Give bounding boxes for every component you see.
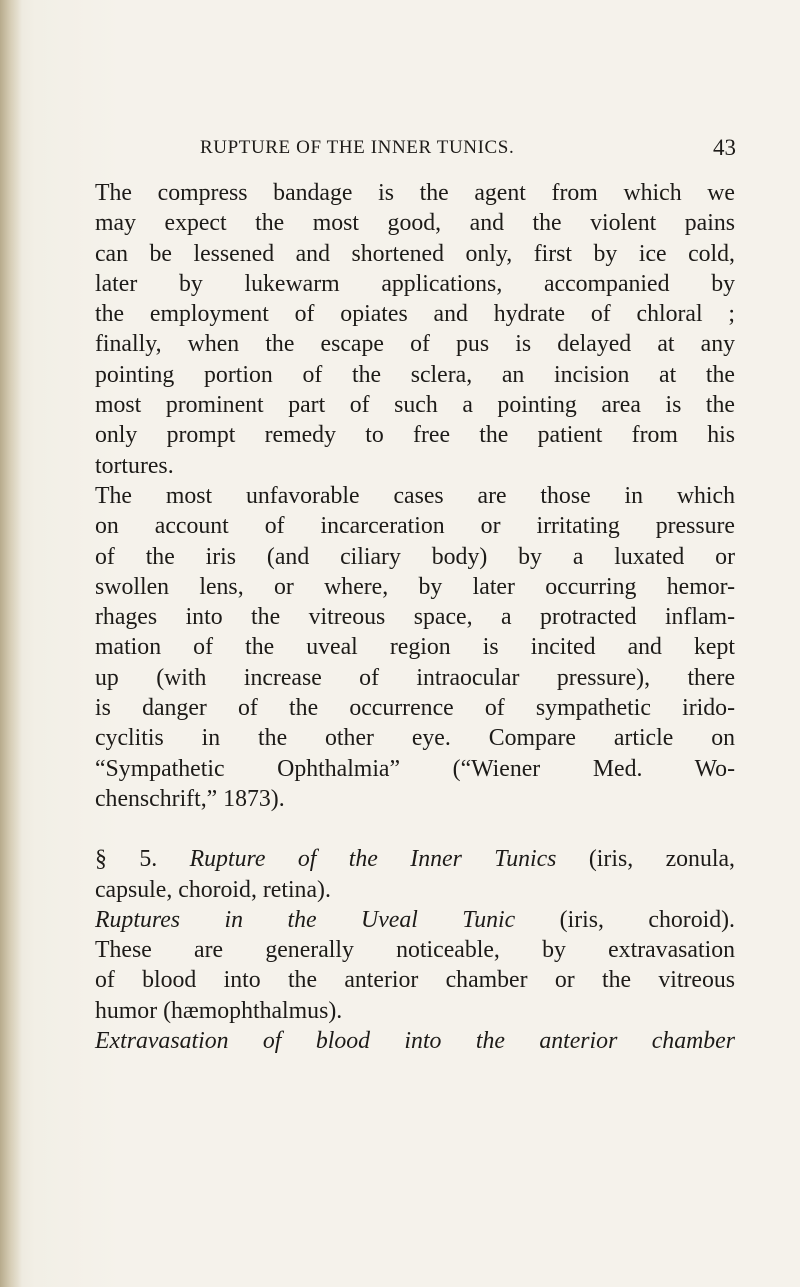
text-line: “Sympathetic Ophthalmia” (“Wiener Med. Wo-: [95, 755, 735, 782]
text-line: can be lessened and shortened only, first by ice cold,: [95, 240, 735, 267]
text-line: may expect the most good, and the violent pains: [95, 210, 735, 237]
text-line: The compress bandage is the agent from which we: [95, 180, 735, 206]
subsection-heading-line: [95, 905, 735, 935]
section-heading-line2: capsule, choroid, retina).: [95, 876, 331, 903]
text-line: is danger of the occurrence of sympathetic irido-: [95, 695, 735, 722]
text-line: humor (hæmophthalmus).: [95, 997, 343, 1024]
section-prefix: § 5.: [95, 846, 158, 873]
text-line: These are generally noticeable, by extravasation: [95, 937, 735, 964]
paragraph-gap: [95, 814, 735, 844]
running-head-title: RUPTURE OF THE INNER TUNICS.: [200, 137, 515, 158]
subsection-title: Ruptures in the Uveal Tunic: [95, 906, 516, 933]
text-line: mation of the uveal region is incited and kept: [95, 634, 735, 661]
text-line: most prominent part of such a pointing area is the: [95, 392, 735, 419]
body-text: [95, 178, 735, 1056]
text-line: only prompt remedy to free the patient from his: [95, 422, 735, 449]
text-line: The most unfavorable cases are those in which: [95, 482, 735, 509]
text-line: up (with increase of intraocular pressure), there: [95, 664, 735, 691]
section-heading-line: [95, 844, 735, 874]
page-edge-shadow: [0, 0, 22, 1287]
text-line: finally, when the escape of pus is delayed at any: [95, 331, 735, 358]
text-line: pointing portion of the sclera, an incision at the: [95, 361, 735, 388]
section-title: Rupture of the Inner Tunics: [189, 846, 557, 873]
page-number: 43: [713, 135, 736, 160]
text-line: swollen lens, or where, by later occurring hemor-: [95, 573, 735, 600]
text-line: tortures.: [95, 452, 174, 479]
subsection-title-rest: (iris, choroid).: [559, 906, 735, 933]
text-line: later by lukewarm applications, accompanied by: [95, 270, 735, 297]
text-line: of the iris (and ciliary body) by a luxated or: [95, 543, 735, 570]
text-line: rhages into the vitreous space, a protracted inflam-: [95, 604, 735, 631]
running-head: [200, 137, 736, 163]
text-line: chenschrift,” 1873).: [95, 785, 285, 812]
section-title-rest: (iris, zonula,: [588, 846, 735, 873]
text-line: of blood into the anterior chamber or the vitreous: [95, 967, 735, 994]
italic-heading-line: Extravasation of blood into the anterior chamber: [95, 1028, 735, 1055]
text-line: on account of incarceration or irritating pressure: [95, 513, 735, 540]
text-line: cyclitis in the other eye. Compare article on: [95, 725, 735, 752]
text-line: the employment of opiates and hydrate of chloral ;: [95, 301, 735, 328]
